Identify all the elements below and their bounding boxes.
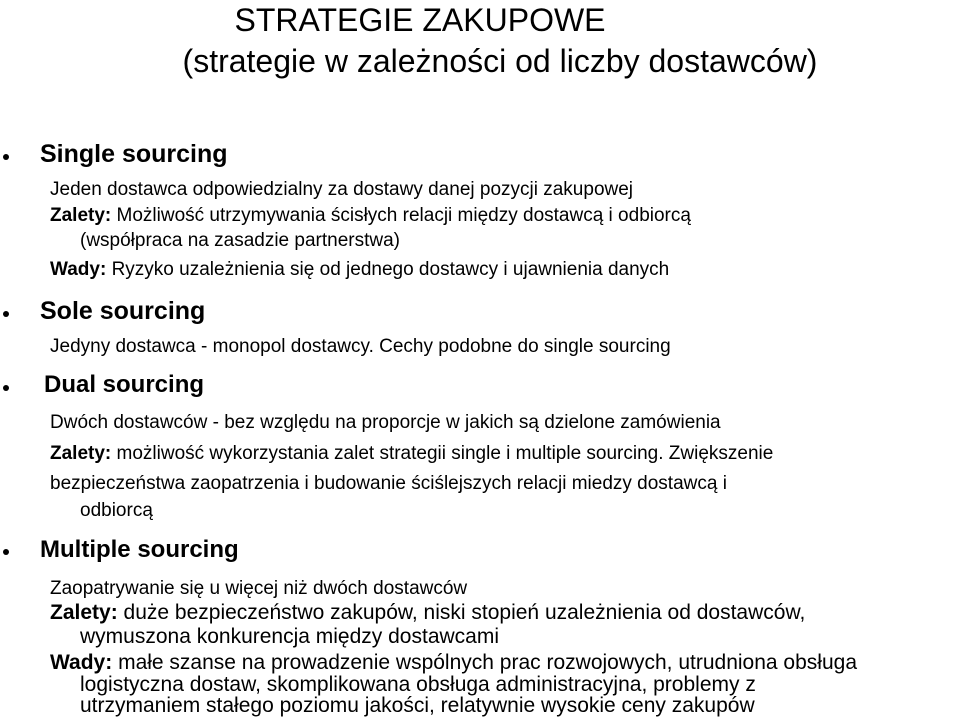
sole-description: Jedyny dostawca - monopol dostawcy. Cechy podobne do single sourcing	[50, 336, 671, 357]
dual-description: Dwóch dostawców - bez względu na proporcje w jakich są dzielone zamówienia	[50, 412, 721, 433]
multiple-cons-cont: utrzymaniem stałego poziomu jakości, relatywnie wysokie ceny zakupów	[80, 694, 755, 717]
section-heading-single-sourcing: Single sourcing	[40, 140, 228, 168]
pros-label: Zalety:	[50, 601, 118, 624]
cons-text: Ryzyko uzależnienia się od jednego dostawcy i ujawnienia danych	[111, 259, 670, 280]
single-pros-cont: (współpraca na zasadzie partnerstwa)	[80, 230, 400, 251]
section-heading-multiple-sourcing: Multiple sourcing	[40, 536, 239, 563]
dual-pros	[50, 443, 773, 465]
cons-label: Wady:	[50, 651, 113, 674]
page-title: STRATEGIE ZAKUPOWE	[234, 2, 606, 38]
cons-text: małe szanse na prowadzenie wspólnych prac rozwojowych, utrudniona obsługa	[118, 651, 857, 674]
bullet-icon	[3, 311, 9, 317]
pros-label: Zalety:	[50, 443, 112, 464]
multiple-pros-cont: wymuszona konkurencja między dostawcami	[80, 625, 500, 648]
section-heading-dual-sourcing: Dual sourcing	[44, 371, 205, 398]
multiple-cons	[50, 651, 857, 675]
bullet-icon	[3, 549, 9, 555]
multiple-cons-cont: logistyczna dostaw, skomplikowana obsługa administracyjna, problemy z	[80, 673, 756, 696]
pros-text: możliwość wykorzystania zalet strategii single i multiple sourcing. Zwiększenie	[116, 443, 774, 464]
dual-pros-cont: bezpieczeństwa zaopatrzenia i budowanie ściślejszych relacji miedzy dostawcą i	[50, 473, 727, 494]
pros-text: duże bezpieczeństwo zakupów, niski stopień uzależnienia od dostawców,	[123, 601, 806, 624]
section-heading-sole-sourcing: Sole sourcing	[40, 297, 206, 325]
bullet-icon	[3, 154, 9, 160]
page-subtitle: (strategie w zależności od liczby dostawców)	[182, 43, 818, 79]
multiple-description: Zaopatrywanie się u więcej niż dwóch dostawców	[50, 578, 468, 599]
single-cons	[50, 259, 669, 281]
multiple-pros	[50, 601, 805, 625]
pros-text: Możliwość utrzymywania ścisłych relacji między dostawcą i odbiorcą	[116, 205, 691, 226]
pros-label: Zalety:	[50, 205, 112, 226]
bullet-icon	[3, 385, 9, 391]
dual-pros-cont: odbiorcą	[80, 500, 153, 521]
cons-label: Wady:	[50, 259, 107, 280]
single-pros	[50, 205, 691, 227]
single-description: Jeden dostawca odpowiedzialny za dostawy danej pozycji zakupowej	[50, 179, 634, 200]
